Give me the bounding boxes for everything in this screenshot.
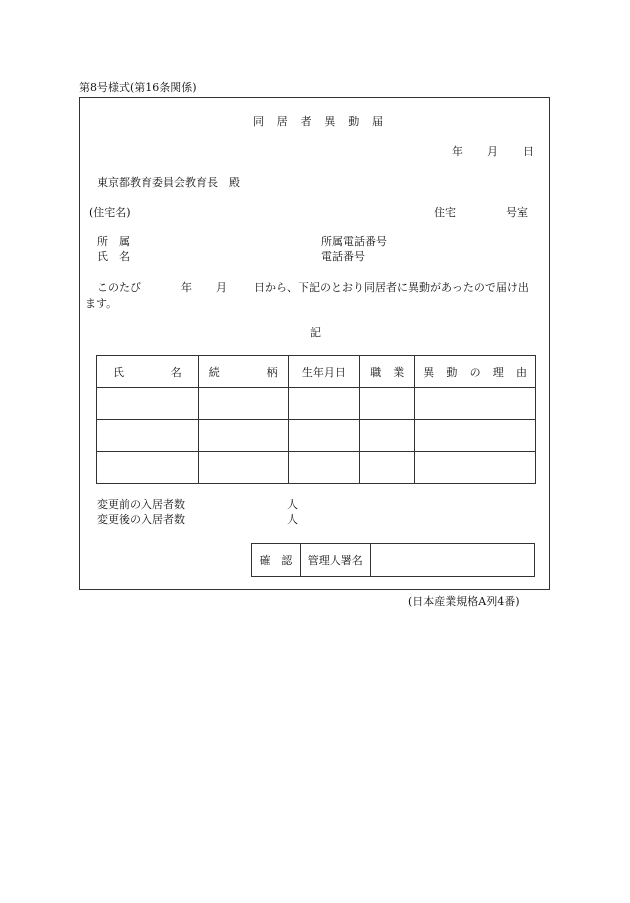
ki-heading: 記: [310, 326, 321, 339]
statement-prefix: このたび: [97, 281, 141, 294]
statement-year: 年: [181, 281, 192, 294]
title-char: 届: [371, 115, 383, 128]
title-char: 同: [253, 115, 264, 128]
paper-size-note: (日本産業規格A列4番): [408, 595, 520, 608]
header-birthdate: 生年月日: [288, 356, 360, 388]
cell-relation[interactable]: [198, 452, 288, 484]
cell-reason[interactable]: [415, 452, 536, 484]
cell-birthdate[interactable]: [288, 420, 360, 452]
date-month-label: 月: [487, 145, 498, 158]
form-title: [253, 116, 383, 127]
table-header-row: [97, 356, 536, 388]
cell-occupation[interactable]: [360, 452, 415, 484]
title-char: 居: [276, 115, 288, 128]
count-before-label: 変更前の入居者数: [97, 498, 185, 511]
cell-reason[interactable]: [415, 420, 536, 452]
count-after-label: 変更後の入居者数: [97, 513, 185, 526]
cell-birthdate[interactable]: [288, 452, 360, 484]
resident-table: [96, 355, 536, 484]
addressee: 東京都教育委員会教育長 殿: [97, 176, 240, 189]
cell-name[interactable]: [97, 388, 199, 420]
table-row: [97, 452, 536, 484]
table-row: [97, 420, 536, 452]
residence-name-label: (住宅名): [89, 206, 131, 219]
cell-name[interactable]: [97, 452, 199, 484]
confirm-label: 確 認: [252, 544, 301, 577]
manager-signature-field[interactable]: [370, 544, 534, 577]
residence-house-label: 住宅: [434, 206, 456, 219]
date-year-label: 年: [452, 145, 463, 158]
affiliation-phone-label: 所属電話番号: [321, 235, 387, 248]
header-name: 氏 名: [97, 356, 199, 388]
cell-name[interactable]: [97, 420, 199, 452]
count-after-unit: 人: [287, 513, 298, 526]
title-char: 動: [348, 115, 360, 128]
cell-relation[interactable]: [198, 420, 288, 452]
header-occupation: 職 業: [360, 356, 415, 388]
manager-signature-label: 管理人署名: [300, 544, 370, 577]
header-reason: 異 動 の 理 由: [415, 356, 536, 388]
date-day-label: 日: [523, 145, 534, 158]
header-relation: 続 柄: [198, 356, 288, 388]
statement-line2: ます。: [85, 297, 118, 310]
confirmation-table: [251, 543, 535, 577]
statement-rest: 日から、下記のとおり同居者に異動があったので届け出: [254, 281, 529, 294]
residence-room-label: 号室: [506, 206, 528, 219]
table-row: [97, 388, 536, 420]
cell-relation[interactable]: [198, 388, 288, 420]
cell-reason[interactable]: [415, 388, 536, 420]
affiliation-label: 所 属: [97, 235, 130, 248]
title-char: 異: [324, 115, 336, 128]
cell-birthdate[interactable]: [288, 388, 360, 420]
count-before-unit: 人: [287, 498, 298, 511]
form-number: 第8号様式(第16条関係): [79, 81, 197, 94]
cell-occupation[interactable]: [360, 420, 415, 452]
phone-label: 電話番号: [321, 250, 365, 263]
cell-occupation[interactable]: [360, 388, 415, 420]
statement-month: 月: [216, 281, 227, 294]
title-char: 者: [300, 115, 312, 128]
name-label: 氏 名: [97, 250, 130, 263]
